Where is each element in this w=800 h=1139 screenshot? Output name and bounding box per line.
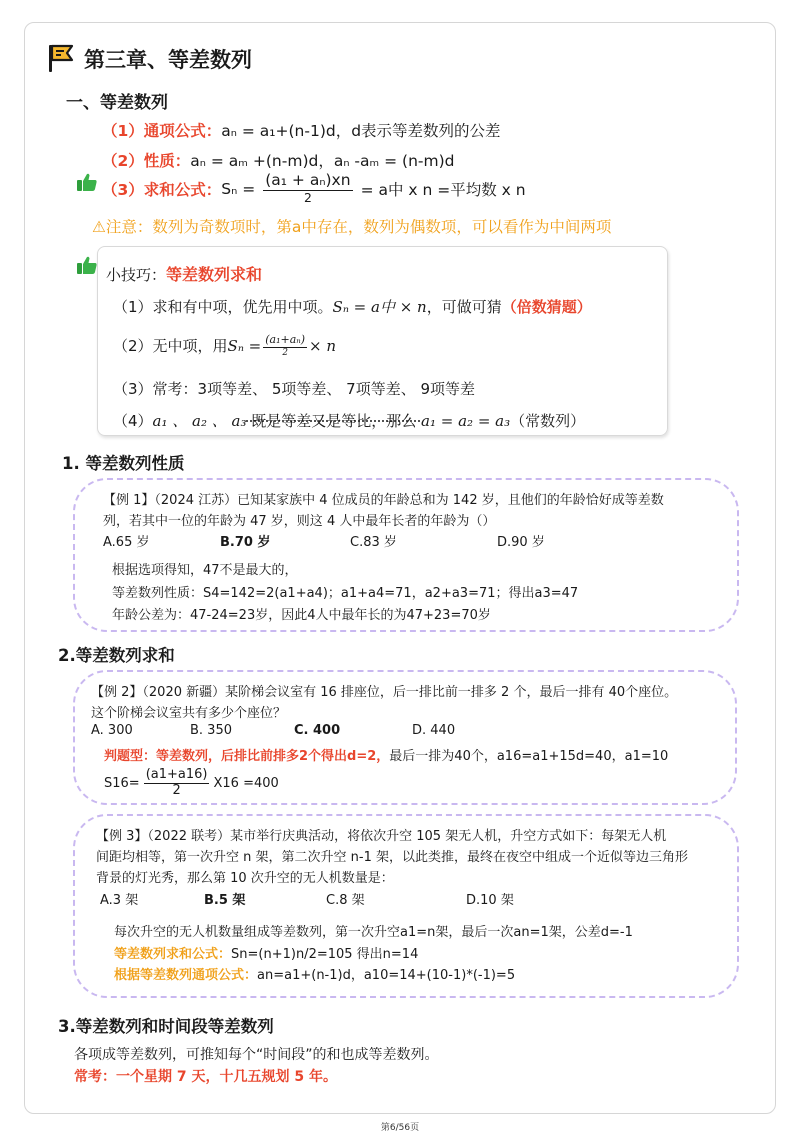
- tip-line-2-denominator: 2: [282, 347, 288, 358]
- part3-text: 各项成等差数列，可推知每个“时间段”的和也成等差数列。: [74, 1047, 439, 1063]
- tip-line-4: [113, 410, 585, 431]
- example1-option-a: A.65 岁: [103, 535, 150, 550]
- example3-question-l3: 背景的灯光秀，那么第 10 次升空的无人机数量是：: [96, 871, 394, 886]
- example3-solution-l3-text: an=a1+(n-1)d，a10=14+(10-1)*(-1)=5: [257, 968, 516, 983]
- part3-heading: 3.等差数列和时间段等差数列: [58, 1017, 274, 1036]
- example2-option-a: A. 300: [91, 723, 133, 738]
- tip-line-2-text: （2）无中项，用: [113, 337, 228, 356]
- example1-solution-l2: 等差数列性质：S4=142=2(a1+a4)；a1+a4=71，a2+a3=71；得出a3=47: [112, 586, 579, 601]
- example2-eq-lhs: S16=: [104, 775, 140, 791]
- example2-eq-denominator: 2: [172, 782, 181, 798]
- example3-option-b: B.5 架: [204, 893, 246, 908]
- tip-line-2-fraction: [263, 334, 307, 358]
- example3-solution-l2: [114, 943, 418, 962]
- example2-question-l1: 【例 2】（2020 新疆）某阶梯会议室有 16 排座位，后一排比前一排多 2 个，最后一排有 40个座位。: [91, 685, 678, 700]
- example1-question-l2: 列，若其中一位的年龄为 47 岁，则这 4 人中最年长者的年龄为（）: [103, 514, 496, 529]
- example2-solution-l1: [104, 745, 668, 764]
- example1-solution-l3: 年龄公差为：47-24=23岁，因此4人中最年长的为47+23=70岁: [112, 608, 491, 623]
- example3-solution-l3: [114, 964, 515, 983]
- formula-sum-numerator: (a₁ + aₙ)xn: [265, 171, 351, 189]
- flag-icon: [46, 42, 76, 78]
- tip-line-1-math: Sₙ = a中 × n: [332, 298, 427, 316]
- note-warning: ⚠注意：数列为奇数项时，第a中存在，数列为偶数项，可以看作为中间两项: [92, 218, 612, 236]
- tip-line-1: [113, 296, 592, 317]
- formula-sum-label: （3）求和公式：: [102, 180, 222, 199]
- formula-sum-denominator: 2: [303, 189, 312, 205]
- example3-question-l2: 间距均相等，第一次升空 n 架，第二次升空 n-1 架，以此类推，最终在夜空中组成一个近似等边三角形: [96, 850, 688, 865]
- formula-sum-fraction: [263, 172, 352, 205]
- tip-line-1-highlight: （倍数猜题）: [501, 298, 592, 316]
- example2-solution-eq: [104, 768, 279, 799]
- part3-red-text: 常考：一个星期 7 天，十几五规划 5 年。: [74, 1069, 337, 1085]
- tip-line-1-suffix: ，可做可猜: [426, 298, 502, 316]
- tip-line-2-rhs: × n: [309, 336, 337, 355]
- thumbs-up-icon: [76, 172, 98, 196]
- example3-solution-l3-label: 根据等差数列通项公式：: [114, 968, 258, 983]
- tip-line-2: [113, 334, 336, 358]
- formula-property: [102, 149, 454, 171]
- example2-option-c: C. 400: [294, 723, 341, 738]
- formula-property-text: aₙ = aₘ +(n-m)d，aₙ -aₘ = (n-m)d: [190, 152, 455, 170]
- example3-option-a: A.3 架: [100, 893, 139, 908]
- example3-solution-l2-text: Sn=(n+1)n/2=105 得出n=14: [231, 947, 419, 962]
- tip-line-3: （3）常考：3项等差、 5项等差、 7项等差、 9项等差: [113, 380, 476, 398]
- formula-sum-rhs: = a中 x n =平均数 x n: [360, 180, 526, 199]
- example2-eq-fraction: [144, 768, 210, 799]
- example2-solution-rest: 最后一排为40个，a16=a1+15d=40，a1=10: [389, 749, 669, 764]
- formula-sum: [102, 172, 526, 205]
- formula-general-label: （1）通项公式：: [102, 122, 222, 140]
- example1-option-d: D.90 岁: [497, 535, 545, 550]
- example2-option-b: B. 350: [190, 723, 232, 738]
- tip-title: 等差数列求和: [166, 265, 263, 284]
- part2-heading: 2.等差数列求和: [58, 646, 175, 665]
- tip-line-1-text: （1）求和有中项，优先用中项。: [113, 298, 333, 316]
- tip-line-2-numerator: (a₁+aₙ): [265, 333, 306, 346]
- example3-option-c: C.8 架: [326, 893, 365, 908]
- example1-solution-l1: 根据选项得知，47不是最大的，: [112, 563, 298, 578]
- formula-general: [102, 119, 501, 141]
- section-title: 一、等差数列: [66, 93, 168, 113]
- example1-option-b: B.70 岁: [220, 535, 271, 550]
- tip-line-2-lhs: Sₙ =: [227, 336, 262, 355]
- chapter-title: 第三章、等差数列: [84, 48, 252, 72]
- example1-option-c: C.83 岁: [350, 535, 397, 550]
- example3-option-d: D.10 架: [466, 893, 514, 908]
- formula-general-text: aₙ = a₁+(n-1)d，d表示等差数列的公差: [221, 122, 501, 140]
- tip-line-4-math: a₁ 、 a₂ 、 a₃: [152, 412, 247, 430]
- thumbs-up-icon: [76, 255, 98, 279]
- example2-solution-highlight: 判题型：等差数列，后排比前排多2个得出d=2，: [104, 749, 390, 764]
- tip-line-4-suffix: （常数列）: [510, 412, 586, 430]
- example2-eq-numerator: (a1+a16): [145, 767, 208, 782]
- formula-sum-lhs: Sₙ =: [221, 179, 256, 198]
- example3-solution-l1: 每次升空的无人机数量组成等差数列，第一次升空a1=n架，最后一次an=1架，公差d=-1: [114, 925, 633, 940]
- page-number: 第6/56页: [380, 1123, 420, 1133]
- tip-line-4-math2: a₁ = a₂ = a₃: [421, 412, 511, 430]
- part1-heading: 1. 等差数列性质: [62, 454, 185, 473]
- formula-property-label: （2）性质：: [102, 152, 191, 170]
- example2-eq-rhs: X16 =400: [213, 775, 279, 791]
- example3-solution-l2-label: 等差数列求和公式：: [114, 947, 232, 962]
- example2-option-d: D. 440: [412, 723, 456, 738]
- tip-prefix: 小技巧：: [106, 266, 167, 284]
- tip-line-4-text: （4）: [113, 412, 153, 430]
- example2-question-l2: 这个阶梯会议室共有多少个座位？: [91, 706, 287, 721]
- example1-question-l1: 【例 1】（2024 江苏）已知某家族中 4 位成员的年龄总和为 142 岁，且他们的年龄恰好成等差数: [103, 493, 664, 508]
- tip-header: [106, 262, 262, 285]
- example3-question-l1: 【例 3】（2022 联考）某市举行庆典活动，将依次升空 105 架无人机，升空方式如下：每架无人机: [96, 829, 667, 844]
- tip-line-4-mid: 既是等差又是等比，那么: [246, 412, 422, 430]
